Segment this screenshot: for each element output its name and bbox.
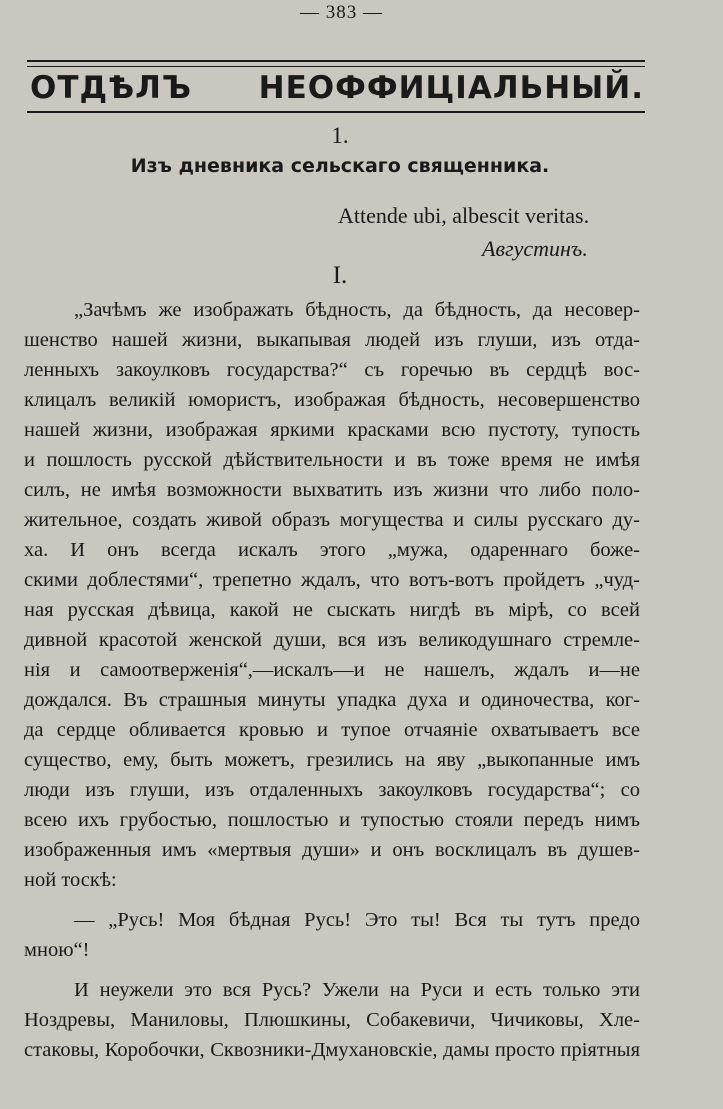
text-line: ленныхъ закоулковъ государства?“ съ горечью въ сердцѣ вос- <box>24 359 640 381</box>
section-title-word-2: НЕОФФИЦІАЛЬНЫЙ. <box>258 70 644 106</box>
epigraph-text: Attende ubi, albescit veritas. <box>338 203 590 228</box>
bottom-rule <box>27 111 645 113</box>
text-line: изображенныя имъ «мертвыя души» и онъ восклицалъ въ душев- <box>24 839 640 861</box>
section-title <box>30 70 644 106</box>
text-line: И неужели это вся Русь? Ужели на Руси и есть только эти <box>74 979 640 1001</box>
top-double-rule <box>27 60 645 62</box>
epigraph-author: Августинъ. <box>482 236 588 261</box>
text-line: — „Русь! Моя бѣдная Русь! Это ты! Вся ты тутъ предо <box>74 909 640 931</box>
text-line: ная русская дѣвица, какой не сыскать нигдѣ въ мірѣ, со всей <box>24 599 640 621</box>
text-line: клицалъ великій юмористъ, изображая бѣдность, несовершенство <box>24 389 640 411</box>
text-line: шенство нашей жизни, выкапывая людей изъ глуши, изъ отда- <box>24 329 640 351</box>
page-number: — 383 — <box>300 2 383 23</box>
chapter-numeral: I. <box>332 262 348 289</box>
article-number: 1. <box>331 123 349 148</box>
text-line: Ноздревы, Маниловы, Плюшкины, Собакевичи, Чичиковы, Хле- <box>24 1009 640 1031</box>
text-line: всею ихъ грубостью, пошлостью и тупостью стояли передъ нимъ <box>24 809 640 831</box>
text-line: да сердце обливается кровью и тупое отчаяніе охватываетъ все <box>24 719 640 741</box>
text-line: жительное, создать живой образъ могущества и силы русскаго ду- <box>24 509 640 531</box>
text-line: нашей жизни, изображая яркими красками всю пустоту, тупость <box>24 419 640 441</box>
text-line: дивной красотой женской души, вся изъ великодушнаго стремле- <box>24 629 640 651</box>
text-line: стаковы, Коробочки, Сквозники-Дмухановскіе, дамы просто пріятныя <box>24 1039 640 1061</box>
top-double-rule-thin <box>27 66 645 67</box>
text-line: дождался. Въ страшныя минуты упадка духа и одиночества, ког- <box>24 689 640 711</box>
text-line: скими доблестями“, трепетно ждалъ, что вотъ-вотъ пройдетъ „чуд- <box>24 569 640 591</box>
text-line: ха. И онъ всегда искалъ этого „мужа, одареннаго боже- <box>24 539 640 561</box>
text-line: „Зачѣмъ же изображать бѣдность, да бѣдность, да несовер- <box>74 299 640 321</box>
text-line: ной тоскѣ: <box>24 869 117 891</box>
text-line: и пошлость русской дѣйствительности и въ тоже время не имѣя <box>24 449 640 471</box>
text-line: нія и самоотверженія“,—искалъ—и не нашелъ, ждалъ и—не <box>24 659 640 681</box>
text-line: силъ, не имѣя возможности выхватить изъ жизни что либо поло- <box>24 479 640 501</box>
text-line: люди изъ глуши, изъ отдаленныхъ закоулковъ государства“; со <box>24 779 640 801</box>
text-line: существо, ему, быть можетъ, грезились на яву „выкопанные имъ <box>24 749 640 771</box>
text-line: мною“! <box>24 939 90 961</box>
article-title: Изъ дневника сельскаго священника. <box>130 155 550 177</box>
section-title-word-1: ОТДѢЛЪ <box>30 70 193 106</box>
